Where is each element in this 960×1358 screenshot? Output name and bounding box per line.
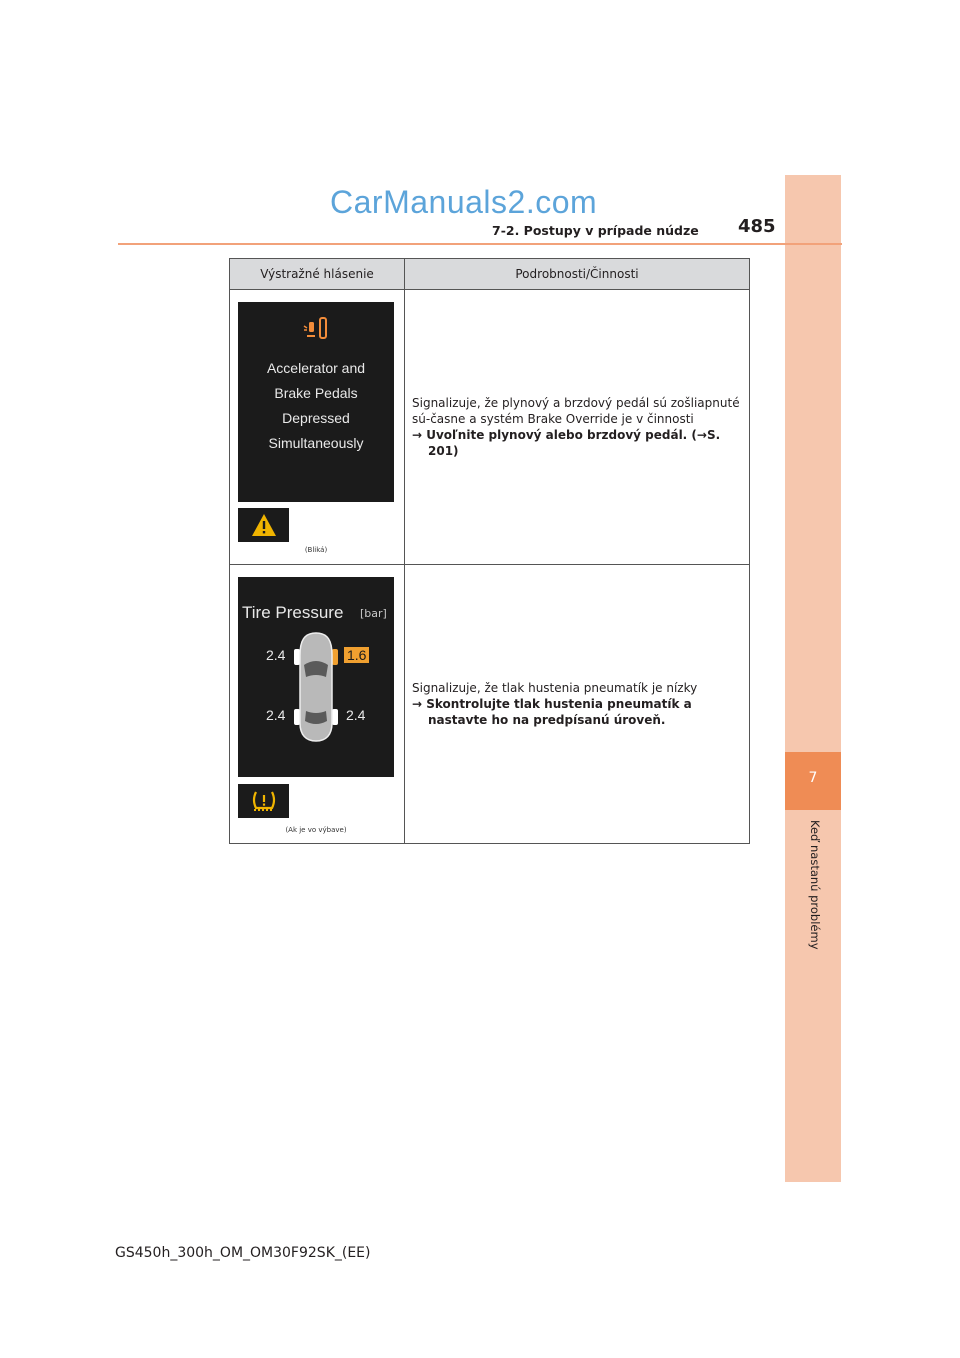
page-number: 485 (738, 216, 776, 237)
warning-table (229, 258, 750, 844)
pedal-icon (302, 316, 330, 342)
document-code: GS450h_300h_OM_OM30F92SK_(EE) (115, 1245, 371, 1261)
equipment-note: (Ak je vo výbave) (285, 826, 347, 834)
table-header-row (230, 259, 750, 290)
details-cell (405, 565, 750, 844)
description (406, 395, 748, 459)
tire-pressure-title: Tire Pressure (242, 603, 344, 622)
description-text: Signalizuje, že plynový a brzdový pedál sú zošliapnuté sú-časne a systém Brake Override je v činnosti (412, 396, 740, 426)
details-cell (405, 290, 750, 565)
chapter-sidebar (785, 175, 841, 1182)
screen-line: Depressed (282, 410, 350, 426)
screen-line: Brake Pedals (274, 385, 358, 401)
table-row (230, 290, 750, 565)
car-top-view-icon (294, 631, 338, 743)
blinking-note: (Bliká) (304, 546, 328, 554)
tire-value-front-left: 2.4 (266, 647, 286, 663)
table-row (230, 565, 750, 844)
action-text: → Skontrolujte tlak hustenia pneumatík a nastavte ho na predpísanú úroveň. (412, 697, 692, 727)
column-header-details: Podrobnosti/Činnosti (405, 259, 750, 290)
column-header-message: Výstražné hlásenie (230, 259, 405, 290)
tire-pressure-unit: [bar] (360, 607, 387, 620)
tire-value-rear-left: 2.4 (266, 707, 286, 723)
tire-value-front-right: 1.6 (344, 647, 369, 663)
header-rule (118, 243, 842, 245)
warning-image-cell (230, 290, 405, 565)
section-title: 7-2. Postupy v prípade núdze (492, 223, 699, 238)
action-text: → Uvoľnite plynový alebo brzdový pedál. (→S. 201) (412, 428, 721, 458)
tire-value-rear-right: 2.4 (346, 707, 366, 723)
description-text: Signalizuje, že tlak hustenia pneumatík je nízky (412, 681, 698, 695)
warning-image-cell (230, 565, 405, 844)
tire-pressure-warning-icon (238, 784, 289, 818)
watermark: CarManuals2.com (330, 184, 598, 220)
screen-line: Simultaneously (268, 435, 364, 451)
description (406, 680, 748, 728)
pedal-warning-screen (238, 302, 394, 502)
chapter-title: Keď nastanú problémy (808, 820, 822, 950)
tire-pressure-screen (238, 577, 394, 777)
chapter-number: 7 (785, 752, 841, 810)
screen-line: Accelerator and (266, 360, 366, 376)
warning-triangle-icon (238, 508, 289, 542)
